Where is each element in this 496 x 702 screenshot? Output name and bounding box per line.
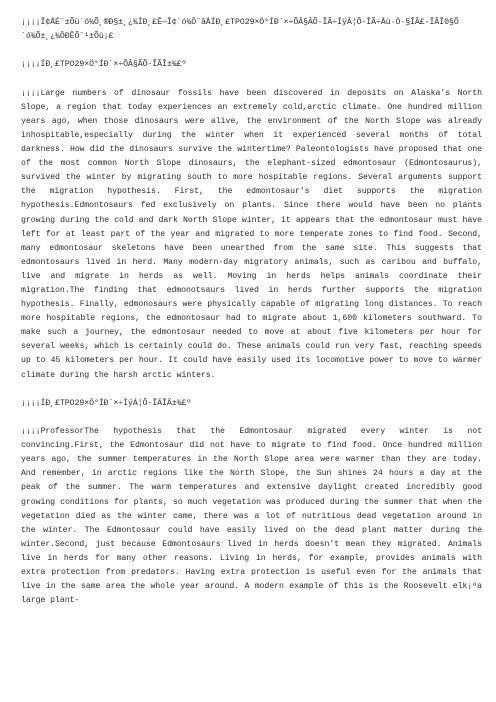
reading-heading: ¡¡¡¡ÍÐ¸£TPO29×Ö°ÍÐ´×÷ÕÂ§ÂÕ-ÎÃÎ±¾£º	[21, 60, 187, 70]
listening-transcript: ¡¡¡¡ProfessorThe hypothesis that the Edmontosaur migrated every winter is not convincing.First, the Edmontosaur did not have to migrate to find food. Once hundred million years ago, the summer temperatures in the North Slope area were warmer than they are today. And remember, in arctic regions like the North Slope, the Sun shines 24 hours a day at the peak of the summer. The warm temperatures and extensive daylight created incredibly good growing conditions for plants, so much vegetation was produced during the summer that when the vegetation died as the winter came, there was a lot of nutritious dead vegetation around in the winter. The Edmontosaur could have easily lived on the dead plant matter during the winter.Second, just because Edmontosaurs lived in herds doesn't mean they migrated. Animals live in herds for many other reasons. Living in herds, for example, provides animals with extra protection from predators. Having extra protection is useful even for the animals that live in the same area the whole year around. A modern example of this is the Roosevelt elk¡ªa large plant-	[21, 427, 482, 606]
listening-heading: ¡¡¡¡ÍÐ¸£TPO29×Ö°ÍÐ´×÷ÌýÁ¦Ô-ÎÄÎÄ±¾£º	[21, 398, 192, 408]
intro-paragraph: ¡¡¡¡Î¢ÅÉ¨±Õù´ó¾Õ¸®Ð§±¸¿¾ÍÐ¸£Ê—Î¢´ó¾Ô¨âÅÍÐ¸£TPO29×Ö°ÍÐ´×÷ÕÂ§ÂÕ-ÎÃ÷ÍÿÂ¦Õ-ÎÃ÷Åù·Ö·§ÎÂ£-ÎÃÎ0§Õ´ó¾Õ±¸¿¾ÔÐÊÕ¨¹±Õù¡£	[21, 18, 459, 42]
reading-passage: ¡¡¡¡Large numbers of dinosaur fossils have been discovered in deposits on Alaska's North Slope, a region that today experiences an extremely cold,arctic climate. One hundred million years ago, when those dinosaurs were alive, the environment of the North Slope was already inhospitable,especially during the winter when it experienced several months of total darkness. How did the dinosaurs survive the wintertime? Paleontologists have proposed that one of the most common North Slope dinosaurs, the elephant-sized edmontosaur (Edmontosaurus), survived the winter by migrating south to more hospitable regions. Several arguments support the migration hypothesis. First, the edmontosaur's diet supports the migration hypothesis.Edmontosaurs fed exclusively on plants. Since there would have been no plants growing during the cold and dark North Slope winter, it appears that the edmontosaur must have left for at least part of the year and migrated to more temperate zones to find food. Second, many edmontosaur skeletons have been unearthed from the same site. This suggests that edmontosaurs lived in herd. Many modern-day migratory animals, such as caribou and buffalo, live and migrate in herds as well. Moving in herds helps animals coordinate their migration.The finding that edmonotsaurs lived in herds further supports the migration hypothesis. Finally, edmonosaurs were physically capable of migrating long distances. To reach more hospitable regions, the edmontosaur had to migrate about 1,600 kilometers southward. To make such a journey, the edmontosaur needed to move at about five kilometers per hour for several weeks, which is certainly could do. These animals could run very fast, reaching speeds up to 45 kilometers per hour. It could have easily used its locomotive power to move to warmer climate during the harsh arctic winters.	[21, 88, 482, 380]
